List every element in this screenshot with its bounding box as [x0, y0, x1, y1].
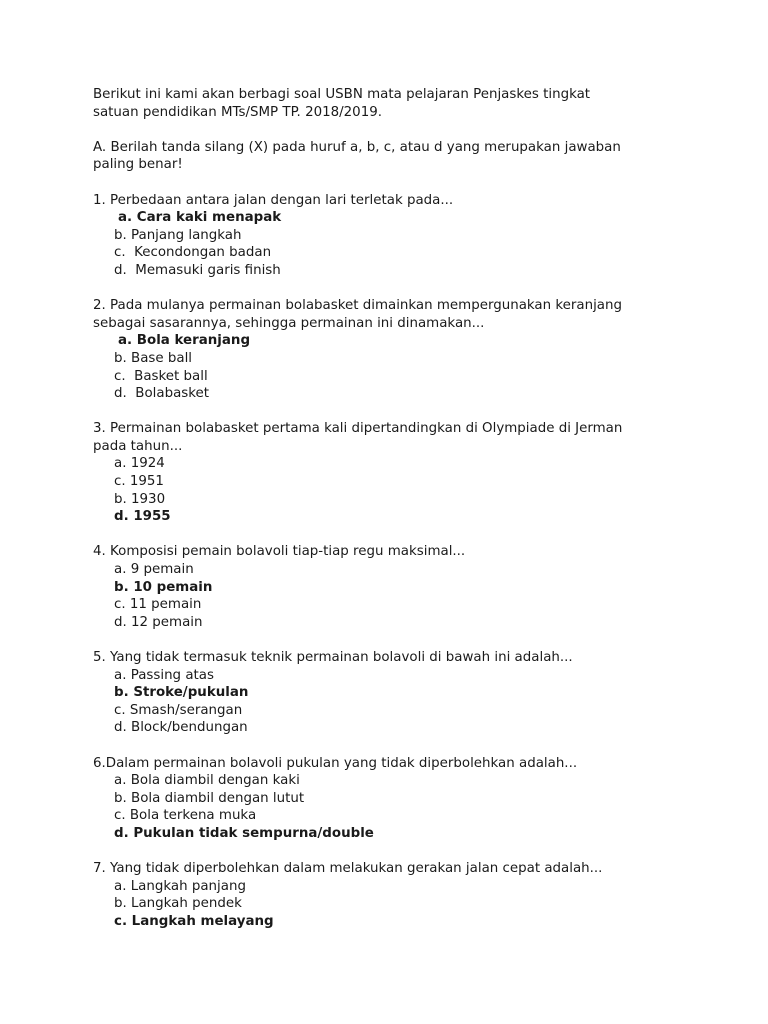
- question-text: pada tahun...: [93, 438, 183, 454]
- answer-option: d. 12 pemain: [114, 614, 203, 630]
- answer-option: a. Langkah panjang: [114, 878, 246, 894]
- answer-option: a. 9 pemain: [114, 562, 194, 578]
- answer-options: [93, 667, 693, 737]
- answer-option: d. Memasuki garis finish: [114, 262, 281, 278]
- question-list: [93, 192, 693, 931]
- answer-option-correct: b. Stroke/pukulan: [114, 685, 249, 701]
- answer-option-correct: d. 1955: [114, 509, 171, 525]
- question-7: [93, 860, 693, 930]
- answer-option: d. Block/bendungan: [114, 720, 248, 736]
- answer-option: b. Base ball: [114, 350, 193, 366]
- answer-option: b. 1930: [114, 491, 166, 507]
- spacer: [93, 174, 693, 192]
- question-text: 4. Komposisi pemain bolavoli tiap-tiap regu maksimal...: [93, 544, 466, 560]
- answer-option-correct: c. Langkah melayang: [114, 913, 274, 929]
- answer-option-correct: b. 10 pemain: [114, 579, 213, 595]
- answer-option: b. Langkah pendek: [114, 896, 242, 912]
- answer-option: c. Basket ball: [114, 368, 208, 384]
- intro-line-1: Berikut ini kami akan berbagi soal USBN mata pelajaran Penjaskes tingkat: [93, 87, 591, 102]
- instruction-line-2: paling benar!: [93, 157, 183, 173]
- answer-option: c. 11 pemain: [114, 597, 202, 613]
- question-text: 7. Yang tidak diperbolehkan dalam melakukan gerakan jalan cepat adalah...: [93, 861, 603, 877]
- answer-option: c. Smash/serangan: [114, 702, 243, 718]
- answer-options: [93, 209, 693, 279]
- instruction-line-1: A. Berilah tanda silang (X) pada huruf a, b, c, atau d yang merupakan jawaban: [93, 139, 621, 155]
- answer-option: a. Passing atas: [114, 667, 214, 683]
- question-1: [93, 192, 693, 280]
- answer-option: a. 1924: [114, 456, 165, 472]
- question-3: [93, 420, 693, 526]
- answer-option: b. Panjang langkah: [114, 227, 242, 243]
- answer-option: c. 1951: [114, 474, 164, 490]
- answer-option: c. Bola terkena muka: [114, 808, 257, 824]
- answer-option-correct: a. Bola keranjang: [118, 333, 251, 349]
- intro-line-2: satuan pendidikan MTs/SMP TP. 2018/2019.: [93, 104, 382, 120]
- question-text: 1. Perbedaan antara jalan dengan lari terletak pada...: [93, 192, 454, 208]
- question-5: [93, 649, 693, 737]
- question-text: sebagai sasarannya, sehingga permainan ini dinamakan...: [93, 315, 485, 331]
- document-page: [93, 86, 693, 948]
- question-text: 3. Permainan bolabasket pertama kali dipertandingkan di Olympiade di Jerman: [93, 421, 623, 437]
- answer-options: [93, 455, 693, 525]
- answer-options: [93, 772, 693, 842]
- answer-option: d. Bolabasket: [114, 386, 210, 402]
- answer-options: [93, 878, 693, 931]
- answer-options: [93, 332, 693, 402]
- answer-option-correct: a. Cara kaki menapak: [118, 210, 282, 226]
- answer-option-correct: d. Pukulan tidak sempurna/double: [114, 825, 374, 841]
- answer-option: c. Kecondongan badan: [114, 245, 272, 261]
- question-2: [93, 297, 693, 403]
- question-text: 2. Pada mulanya permainan bolabasket dimainkan mempergunakan keranjang: [93, 298, 622, 314]
- answer-option: b. Bola diambil dengan lutut: [114, 790, 305, 806]
- answer-options: [93, 561, 693, 631]
- spacer: [93, 121, 693, 139]
- question-4: [93, 543, 693, 631]
- question-6: [93, 755, 693, 843]
- answer-option: a. Bola diambil dengan kaki: [114, 773, 300, 789]
- question-text: 6.Dalam permainan bolavoli pukulan yang tidak diperbolehkan adalah...: [93, 755, 578, 771]
- question-text: 5. Yang tidak termasuk teknik permainan bolavoli di bawah ini adalah...: [93, 650, 573, 665]
